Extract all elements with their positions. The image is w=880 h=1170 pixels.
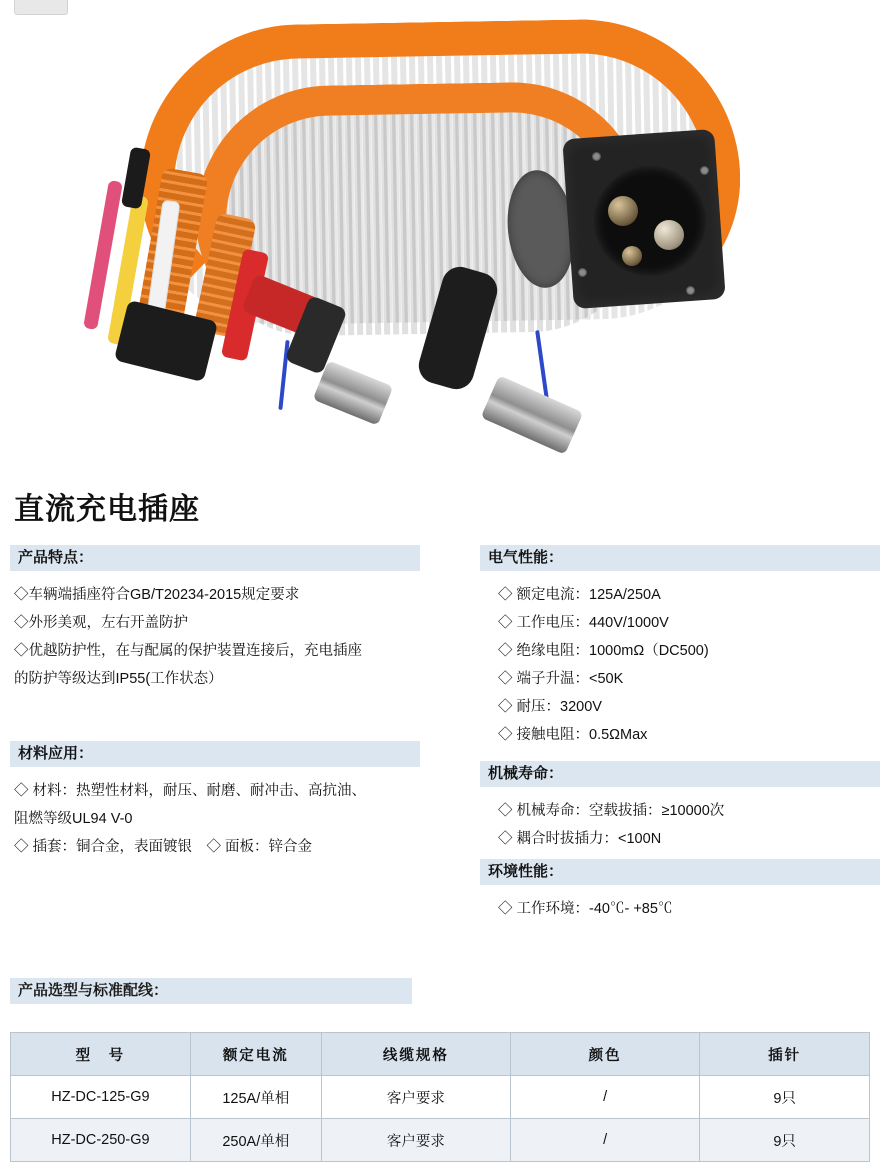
electrical-list <box>480 581 880 749</box>
left-column <box>10 545 420 861</box>
environment-list <box>480 895 880 923</box>
list-item: ◇ 插套：铜合金，表面镀银 ◇ 面板：锌合金 <box>14 839 313 855</box>
socket-screw-br-icon <box>686 286 695 295</box>
list-item: ◇ 工作电压：440V/1000V <box>498 615 669 631</box>
metal-connector-right-icon <box>481 375 584 454</box>
list-item: ◇ 材料：热塑性材料，耐压、耐磨、耐冲击、高抗油、 <box>14 783 367 799</box>
list-item: ◇ 绝缘电阻：1000mΩ（DC500) <box>498 643 709 659</box>
socket-pin-large-1-icon <box>608 196 638 226</box>
table-row <box>11 1076 870 1119</box>
column-header-cable: 线缆规格 <box>321 1033 510 1076</box>
cell-current: 125A/单相 <box>190 1076 321 1119</box>
cell-model: HZ-DC-250-G9 <box>11 1119 191 1162</box>
specification-table <box>10 1032 870 1162</box>
socket-pin-large-2-icon <box>654 220 684 250</box>
section-header-mechanical: 机械寿命： <box>480 761 880 787</box>
cell-model: HZ-DC-125-G9 <box>11 1076 191 1119</box>
socket-screw-tr-icon <box>700 166 709 175</box>
list-item: ◇ 耦合时拔插力：<100N <box>498 831 662 847</box>
page-title: 直流充电插座 <box>14 493 200 526</box>
column-header-pins: 插针 <box>700 1033 870 1076</box>
right-column <box>480 545 880 923</box>
list-item: ◇优越防护性，在与配属的保护装置连接后，充电插座 <box>14 643 362 659</box>
wire-blue-thin2-icon <box>535 330 549 400</box>
cell-current: 250A/单相 <box>190 1119 321 1162</box>
list-item: 的防护等级达到IP55(工作状态） <box>14 671 223 687</box>
section-header-electrical: 电气性能： <box>480 545 880 571</box>
list-item: ◇ 耐压：3200V <box>498 699 602 715</box>
section-header-selection: 产品选型与标准配线： <box>10 978 412 1004</box>
list-item: ◇ 接触电阻：0.5ΩMax <box>498 727 648 743</box>
socket-screw-tl-icon <box>592 152 601 161</box>
product-photo <box>0 0 880 470</box>
cell-color: / <box>511 1119 700 1162</box>
list-item: ◇车辆端插座符合GB/T20234-2015规定要求 <box>14 587 300 603</box>
section-header-material: 材料应用： <box>10 741 420 767</box>
cell-pins: 9只 <box>700 1119 870 1162</box>
metal-connector-left-icon <box>313 360 394 425</box>
section-header-features: 产品特点： <box>10 545 420 571</box>
list-item: ◇外形美观，左右开盖防护 <box>14 615 188 631</box>
mechanical-list <box>480 797 880 853</box>
list-item: ◇ 机械寿命：空载拔插：≥10000次 <box>498 803 725 819</box>
list-item: ◇ 额定电流：125A/250A <box>498 587 661 603</box>
column-header-model: 型 号 <box>11 1033 191 1076</box>
table-header-row <box>11 1033 870 1076</box>
column-header-current: 额定电流 <box>190 1033 321 1076</box>
list-item: 阻燃等级UL94 V-0 <box>14 811 133 827</box>
features-list <box>10 581 420 693</box>
cell-cable: 客户要求 <box>321 1119 510 1162</box>
socket-screw-bl-icon <box>578 268 587 277</box>
cell-pins: 9只 <box>700 1076 870 1119</box>
column-header-color: 颜色 <box>511 1033 700 1076</box>
section-header-environment: 环境性能： <box>480 859 880 885</box>
socket-pin-small-icon <box>622 246 642 266</box>
table-row <box>11 1119 870 1162</box>
material-list <box>10 777 420 861</box>
list-item: ◇ 工作环境：-40℃- +85℃ <box>498 901 673 917</box>
cell-cable: 客户要求 <box>321 1076 510 1119</box>
cell-color: / <box>511 1076 700 1119</box>
list-item: ◇ 端子升温：<50K <box>498 671 624 687</box>
photo-corner-tab <box>14 0 68 15</box>
